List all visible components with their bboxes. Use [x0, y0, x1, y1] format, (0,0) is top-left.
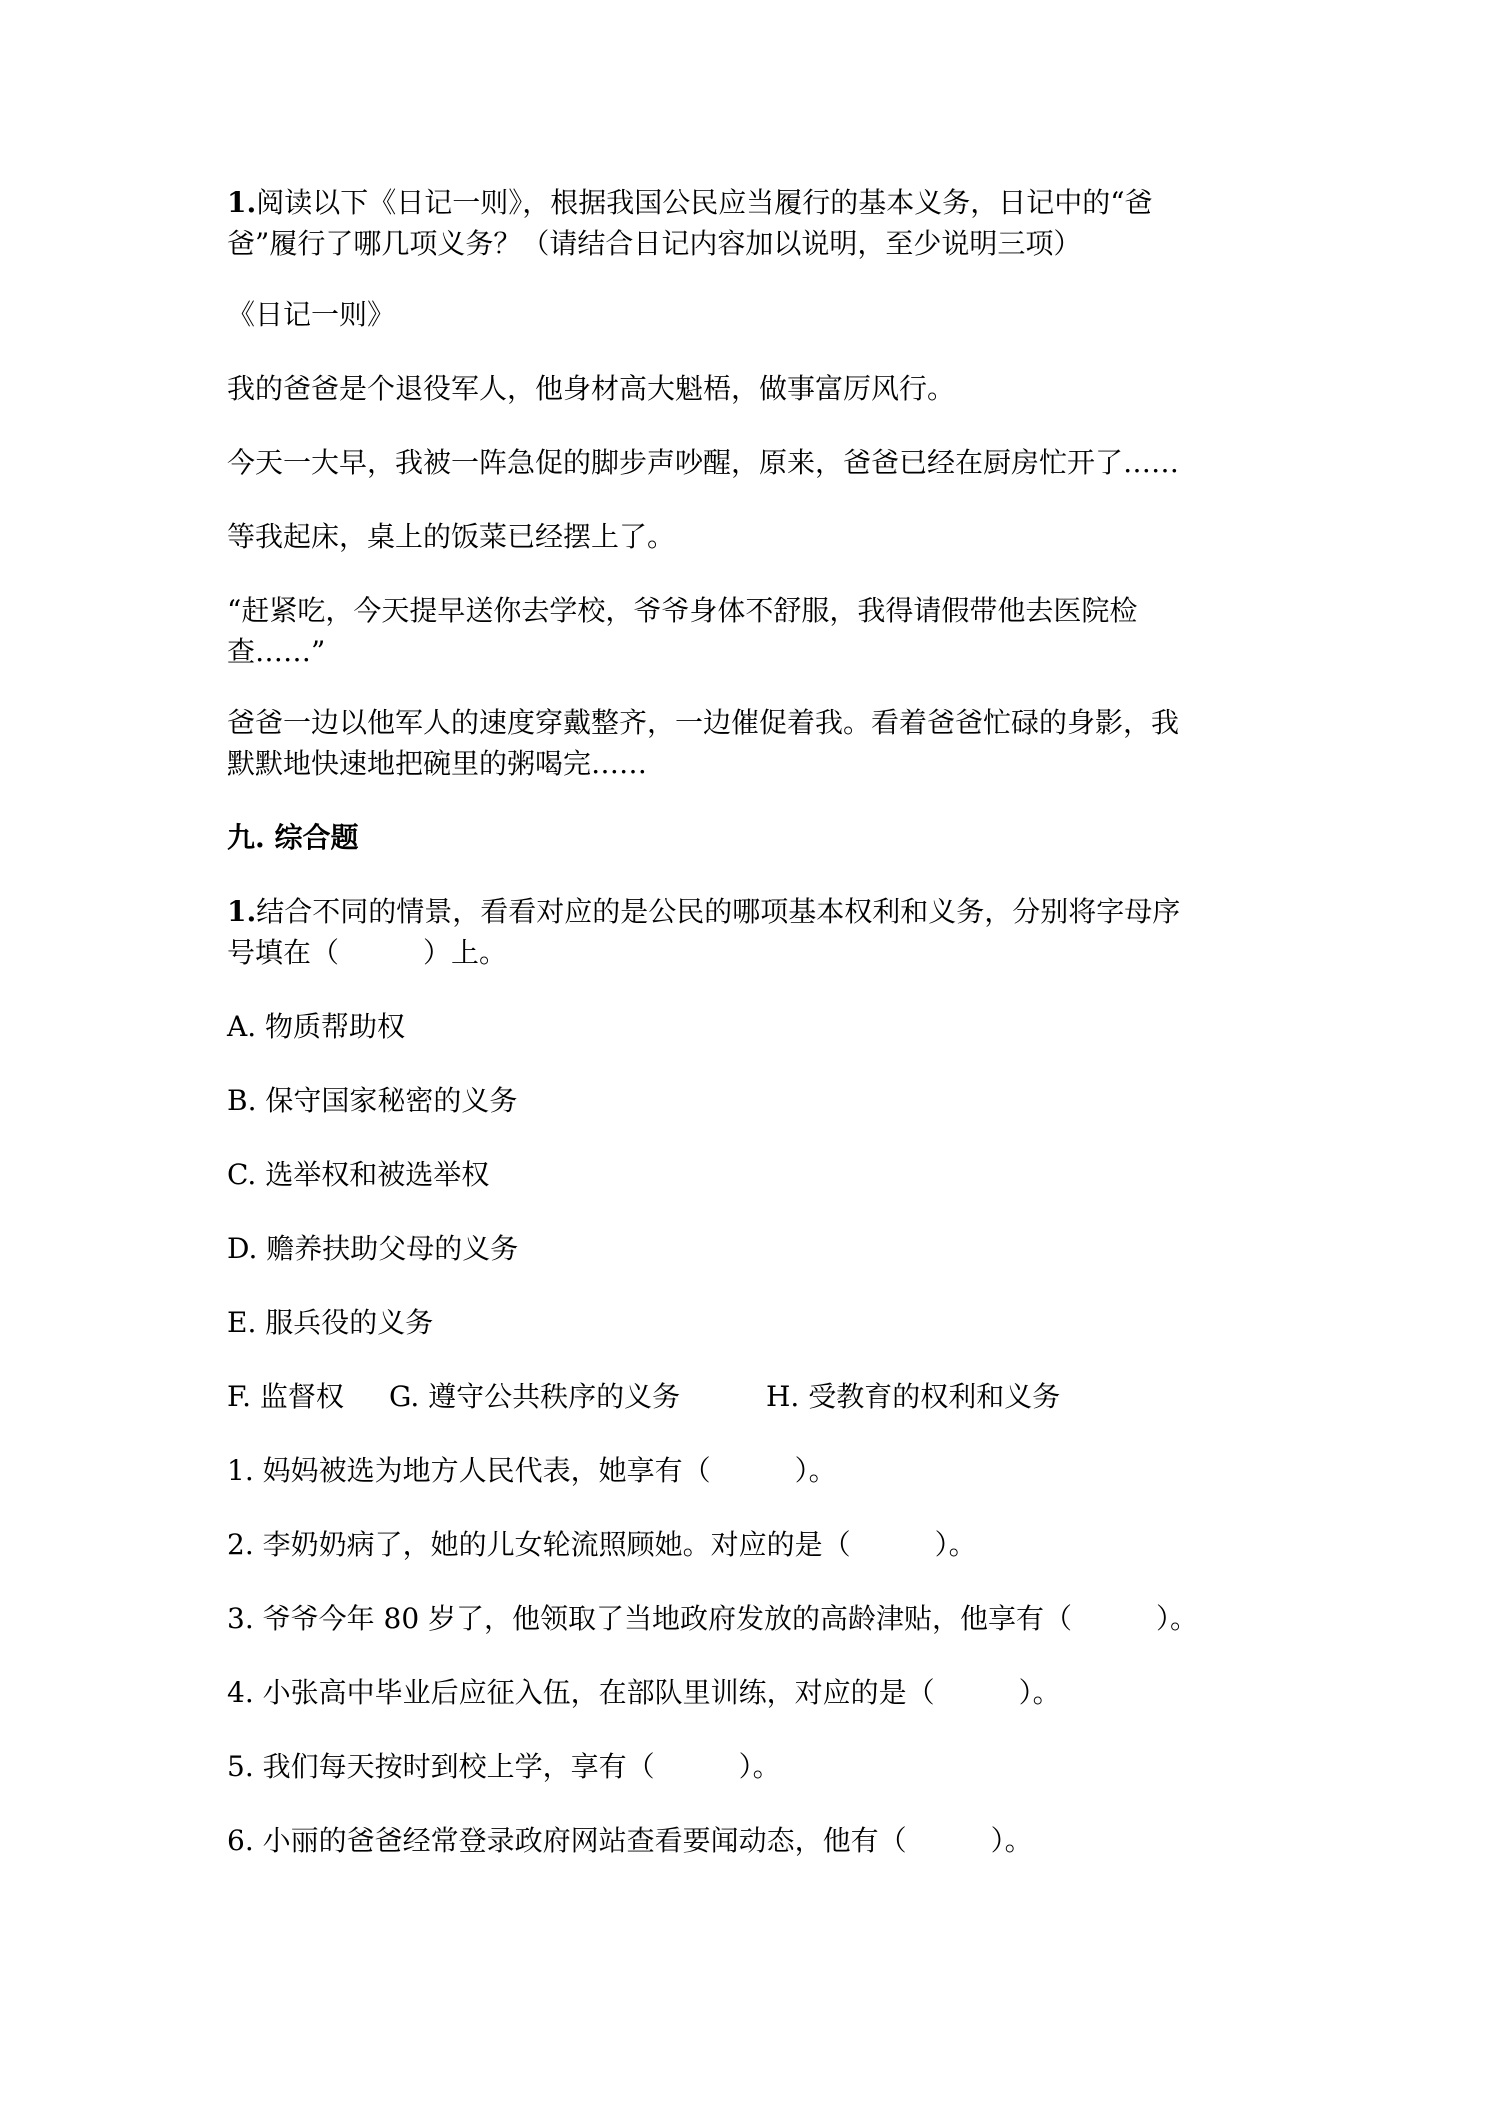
diary-paragraph-4-line-2: 查……” [227, 635, 326, 668]
q1-line-1 [227, 183, 1153, 223]
q1-text-1: 阅读以下《日记一则》，根据我国公民应当履行的基本义务，日记中的“爸 [256, 186, 1153, 219]
option-d: D. 赡养扶助父母的义务 [227, 1232, 519, 1265]
scenario-item-3: 3. 爷爷今年 80 岁了，他领取了当地政府发放的高龄津贴，他享有（ ）。 [227, 1602, 1199, 1635]
option-a: A. 物质帮助权 [227, 1010, 406, 1043]
option-b: B. 保守国家秘密的义务 [227, 1084, 518, 1117]
option-e: E. 服兵役的义务 [227, 1306, 434, 1339]
diary-paragraph-1: 我的爸爸是个退役军人，他身材高大魁梧，做事富厉风行。 [227, 372, 956, 405]
q9-1-line-1 [227, 892, 1180, 932]
q1-line-2: 爸”履行了哪几项义务？（请结合日记内容加以说明，至少说明三项） [227, 227, 1082, 260]
diary-title: 《日记一则》 [227, 298, 396, 331]
diary-paragraph-3: 等我起床，桌上的饭菜已经摆上了。 [227, 520, 676, 553]
scenario-item-4: 4. 小张高中毕业后应征入伍，在部队里训练，对应的是（ ）。 [227, 1676, 1061, 1709]
diary-paragraph-2: 今天一大早，我被一阵急促的脚步声吵醒，原来，爸爸已经在厨房忙开了…… [227, 446, 1180, 479]
diary-paragraph-4-line-1: “赶紧吃，今天提早送你去学校，爷爷身体不舒服，我得请假带他去医院检 [227, 594, 1138, 627]
scenario-item-1: 1. 妈妈被选为地方人民代表，她享有（ ）。 [227, 1454, 837, 1487]
option-c: C. 选举权和被选举权 [227, 1158, 490, 1191]
option-g: G. 遵守公共秩序的义务 [389, 1380, 681, 1413]
option-h: H. 受教育的权利和义务 [766, 1380, 1061, 1413]
q9-1-text-1: 结合不同的情景，看看对应的是公民的哪项基本权利和义务，分别将字母序 [256, 895, 1181, 928]
q1-number: 1. [227, 186, 257, 219]
option-row-fgh [227, 1377, 1060, 1417]
diary-paragraph-5-line-1: 爸爸一边以他军人的速度穿戴整齐，一边催促着我。看着爸爸忙碌的身影，我 [227, 706, 1180, 739]
q9-1-line-2: 号填在（ ）上。 [227, 936, 508, 969]
diary-paragraph-5-line-2: 默默地快速地把碗里的粥喝完…… [227, 747, 648, 780]
section-heading: 九. 综合题 [227, 821, 359, 854]
q9-1-number: 1. [227, 895, 257, 928]
scenario-item-5: 5. 我们每天按时到校上学，享有（ ）。 [227, 1750, 781, 1783]
option-f: F. 监督权 [227, 1380, 344, 1413]
scenario-item-6: 6. 小丽的爸爸经常登录政府网站查看要闻动态，他有（ ）。 [227, 1824, 1033, 1857]
scenario-item-2: 2. 李奶奶病了，她的儿女轮流照顾她。对应的是（ ）。 [227, 1528, 977, 1561]
